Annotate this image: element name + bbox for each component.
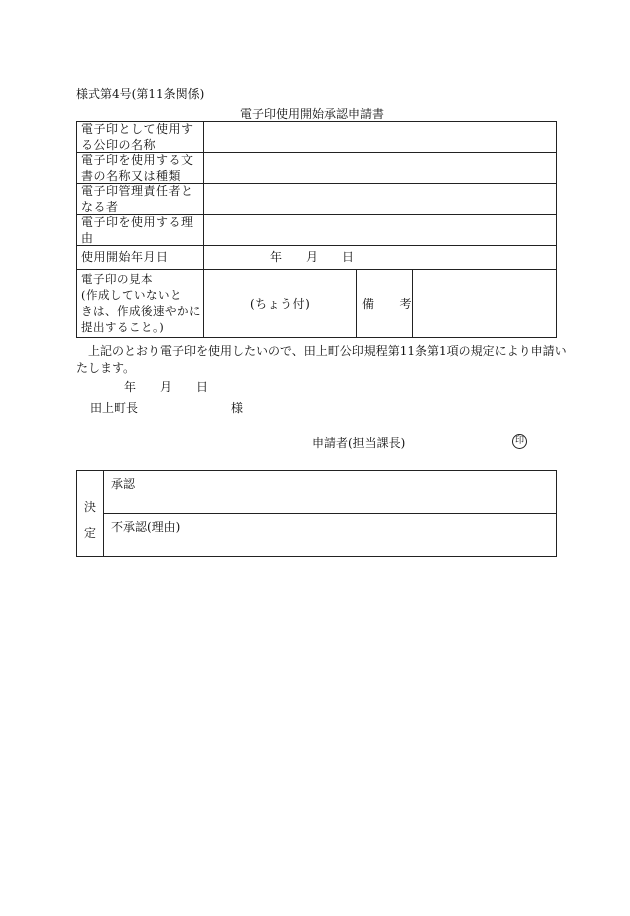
value-reason[interactable] [208,216,552,243]
value-document-type[interactable] [208,154,552,181]
statement: 上記のとおり電子印を使用したいので、田上町公印規程第11条第1項の規定により申請い たします。 [76,344,567,375]
approve-label: 承認 [111,477,136,491]
value-manager[interactable] [208,185,552,212]
addressee-honorific: 様 [231,401,244,415]
label-seal-name: 電子印として使用す る公印の名称 [81,122,194,152]
form-number: 様式第4号(第11条関係) [76,87,205,101]
label-manager: 電子印管理責任者と なる者 [81,184,194,214]
start-date-day: 日 [342,250,355,264]
form-title: 電子印使用開始承認申請書 [240,107,385,121]
remarks-label: 備 考 [362,297,413,311]
application-date-year: 年 [124,380,137,394]
start-date-year: 年 [270,250,283,264]
label-reason: 電子印を使用する理 由 [81,215,194,245]
seal-sample-note: (ちょう付) [250,297,311,311]
label-start-date: 使用開始年月日 [81,250,169,264]
reject-label: 不承認(理由) [111,520,181,534]
remarks-value[interactable] [416,272,552,334]
label-document-type: 電子印を使用する文 書の名称又は種類 [81,153,194,183]
application-date-day: 日 [196,380,209,394]
seal-mark: 印 [512,434,527,449]
decision-header: 決 定 [84,500,97,540]
application-date-month: 月 [160,380,173,394]
label-seal-sample: 電子印の見本 (作成していないと きは、作成後速やかに 提出すること。) [81,272,201,334]
applicant-label: 申請者(担当課長) [312,436,406,450]
start-date-month: 月 [306,250,319,264]
value-seal-name[interactable] [208,123,552,150]
addressee-name: 田上町長 [90,401,139,415]
